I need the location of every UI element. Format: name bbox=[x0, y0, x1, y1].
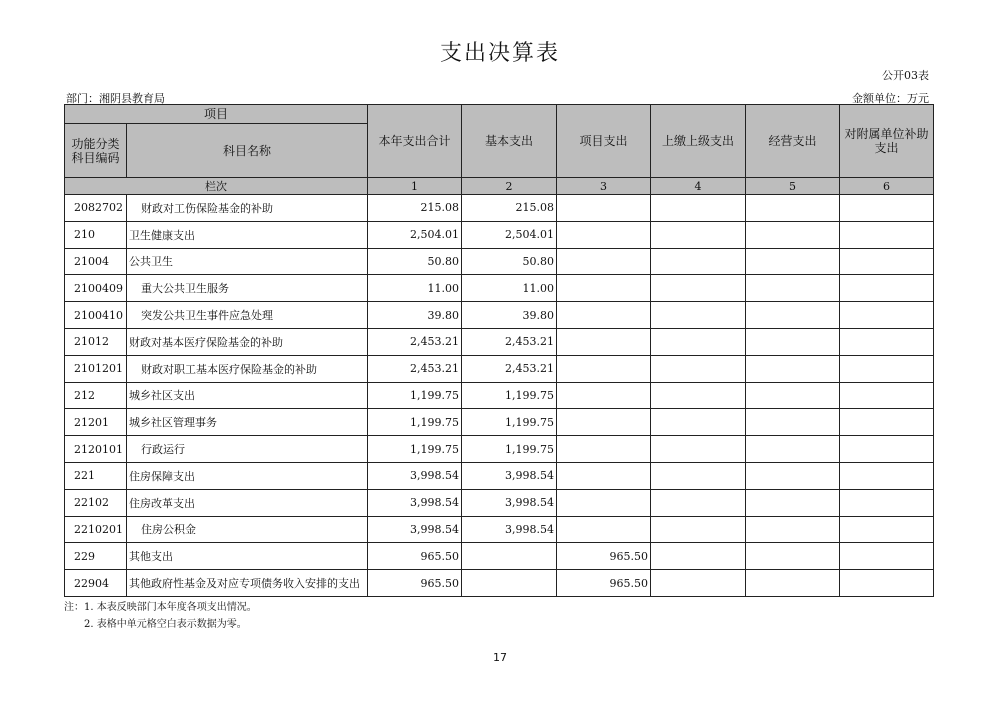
subject-name-cell: 财政对职工基本医疗保险基金的补助 bbox=[127, 355, 368, 382]
table-row bbox=[65, 543, 934, 570]
table-row bbox=[65, 275, 934, 302]
basic-cell: 2,504.01 bbox=[462, 221, 557, 248]
basic-cell: 215.08 bbox=[462, 195, 557, 222]
subsidy-cell bbox=[840, 382, 934, 409]
business-cell bbox=[746, 436, 840, 463]
subject-name-cell: 财政对工伤保险基金的补助 bbox=[127, 195, 368, 222]
subsidy-cell bbox=[840, 570, 934, 597]
col-project-header: 项目支出 bbox=[557, 105, 651, 178]
business-cell bbox=[746, 409, 840, 436]
business-cell bbox=[746, 516, 840, 543]
business-cell bbox=[746, 195, 840, 222]
subject-name-cell: 其他支出 bbox=[127, 543, 368, 570]
upper-cell bbox=[651, 328, 746, 355]
code-cell: 221 bbox=[65, 462, 127, 489]
project-cell bbox=[557, 516, 651, 543]
col-index: 2 bbox=[462, 178, 557, 195]
basic-cell: 1,199.75 bbox=[462, 382, 557, 409]
lanci-header: 栏次 bbox=[65, 178, 368, 195]
upper-cell bbox=[651, 570, 746, 597]
table-row bbox=[65, 382, 934, 409]
code-cell: 2100409 bbox=[65, 275, 127, 302]
table-row bbox=[65, 221, 934, 248]
subject-name-cell: 城乡社区支出 bbox=[127, 382, 368, 409]
basic-cell: 3,998.54 bbox=[462, 462, 557, 489]
subsidy-cell bbox=[840, 543, 934, 570]
upper-cell bbox=[651, 436, 746, 463]
total-cell: 965.50 bbox=[368, 543, 462, 570]
total-cell: 1,199.75 bbox=[368, 409, 462, 436]
upper-cell bbox=[651, 543, 746, 570]
business-cell bbox=[746, 462, 840, 489]
code-cell: 2120101 bbox=[65, 436, 127, 463]
upper-cell bbox=[651, 355, 746, 382]
subsidy-cell bbox=[840, 516, 934, 543]
business-cell bbox=[746, 302, 840, 329]
subsidy-cell bbox=[840, 409, 934, 436]
table-row bbox=[65, 328, 934, 355]
subject-name-cell: 重大公共卫生服务 bbox=[127, 275, 368, 302]
total-cell: 2,453.21 bbox=[368, 328, 462, 355]
subsidy-cell bbox=[840, 355, 934, 382]
total-cell: 39.80 bbox=[368, 302, 462, 329]
code-cell: 21012 bbox=[65, 328, 127, 355]
note-1: 注：1. 本表反映部门本年度各项支出情况。 bbox=[64, 602, 257, 613]
total-cell: 11.00 bbox=[368, 275, 462, 302]
project-cell bbox=[557, 355, 651, 382]
expenditure-table bbox=[64, 104, 934, 597]
basic-cell: 50.80 bbox=[462, 248, 557, 275]
subject-name-cell: 住房公积金 bbox=[127, 516, 368, 543]
table-row bbox=[65, 355, 934, 382]
upper-cell bbox=[651, 248, 746, 275]
subject-name-cell: 城乡社区管理事务 bbox=[127, 409, 368, 436]
subject-name-cell: 住房保障支出 bbox=[127, 462, 368, 489]
subsidy-cell bbox=[840, 195, 934, 222]
department-label: 部门：湘阴县教育局 bbox=[66, 92, 165, 105]
table-row bbox=[65, 489, 934, 516]
project-cell: 965.50 bbox=[557, 543, 651, 570]
project-cell bbox=[557, 248, 651, 275]
upper-cell bbox=[651, 195, 746, 222]
subject-name-cell: 其他政府性基金及对应专项债务收入安排的支出 bbox=[127, 570, 368, 597]
upper-cell bbox=[651, 409, 746, 436]
business-cell bbox=[746, 543, 840, 570]
subject-name-cell: 突发公共卫生事件应急处理 bbox=[127, 302, 368, 329]
subject-name-cell: 住房改革支出 bbox=[127, 489, 368, 516]
table-row bbox=[65, 195, 934, 222]
table-row bbox=[65, 248, 934, 275]
code-cell: 2101201 bbox=[65, 355, 127, 382]
upper-cell bbox=[651, 221, 746, 248]
project-cell bbox=[557, 195, 651, 222]
col-index: 6 bbox=[840, 178, 934, 195]
subsidy-cell bbox=[840, 436, 934, 463]
code-cell: 210 bbox=[65, 221, 127, 248]
subsidy-cell bbox=[840, 275, 934, 302]
col-index: 5 bbox=[746, 178, 840, 195]
total-cell: 1,199.75 bbox=[368, 436, 462, 463]
basic-cell: 3,998.54 bbox=[462, 516, 557, 543]
project-cell bbox=[557, 302, 651, 329]
table-row bbox=[65, 516, 934, 543]
subsidy-cell bbox=[840, 221, 934, 248]
business-cell bbox=[746, 248, 840, 275]
total-cell: 3,998.54 bbox=[368, 516, 462, 543]
table-row bbox=[65, 436, 934, 463]
business-cell bbox=[746, 328, 840, 355]
col-basic-header: 基本支出 bbox=[462, 105, 557, 178]
page-number: 17 bbox=[493, 651, 507, 664]
business-cell bbox=[746, 570, 840, 597]
form-number: 公开03表 bbox=[882, 69, 929, 82]
table-row bbox=[65, 570, 934, 597]
subject-name-header: 科目名称 bbox=[127, 124, 368, 178]
business-cell bbox=[746, 382, 840, 409]
total-cell: 2,504.01 bbox=[368, 221, 462, 248]
project-header: 项目 bbox=[65, 105, 368, 124]
upper-cell bbox=[651, 382, 746, 409]
col-upper-header: 上缴上级支出 bbox=[651, 105, 746, 178]
upper-cell bbox=[651, 302, 746, 329]
col-index: 1 bbox=[368, 178, 462, 195]
code-cell: 22904 bbox=[65, 570, 127, 597]
col-total-header: 本年支出合计 bbox=[368, 105, 462, 178]
business-cell bbox=[746, 221, 840, 248]
page-title: 支出决算表 bbox=[439, 41, 560, 66]
col-business-header: 经营支出 bbox=[746, 105, 840, 178]
upper-cell bbox=[651, 516, 746, 543]
total-cell: 965.50 bbox=[368, 570, 462, 597]
basic-cell: 1,199.75 bbox=[462, 409, 557, 436]
subject-name-cell: 行政运行 bbox=[127, 436, 368, 463]
code-cell: 212 bbox=[65, 382, 127, 409]
basic-cell: 1,199.75 bbox=[462, 436, 557, 463]
project-cell bbox=[557, 462, 651, 489]
subsidy-cell bbox=[840, 328, 934, 355]
basic-cell: 11.00 bbox=[462, 275, 557, 302]
total-cell: 1,199.75 bbox=[368, 382, 462, 409]
subject-name-cell: 财政对基本医疗保险基金的补助 bbox=[127, 328, 368, 355]
upper-cell bbox=[651, 275, 746, 302]
project-cell: 965.50 bbox=[557, 570, 651, 597]
basic-cell: 2,453.21 bbox=[462, 355, 557, 382]
total-cell: 215.08 bbox=[368, 195, 462, 222]
total-cell: 3,998.54 bbox=[368, 489, 462, 516]
code-cell: 2100410 bbox=[65, 302, 127, 329]
project-cell bbox=[557, 382, 651, 409]
project-cell bbox=[557, 221, 651, 248]
table-row bbox=[65, 462, 934, 489]
project-cell bbox=[557, 409, 651, 436]
code-cell: 2082702 bbox=[65, 195, 127, 222]
note-2: 2. 表格中单元格空白表示数据为零。 bbox=[84, 619, 247, 630]
col-index: 4 bbox=[651, 178, 746, 195]
amount-unit-label: 金额单位：万元 bbox=[852, 92, 929, 105]
basic-cell: 2,453.21 bbox=[462, 328, 557, 355]
total-cell: 50.80 bbox=[368, 248, 462, 275]
project-cell bbox=[557, 489, 651, 516]
total-cell: 3,998.54 bbox=[368, 462, 462, 489]
project-cell bbox=[557, 436, 651, 463]
subject-name-cell: 卫生健康支出 bbox=[127, 221, 368, 248]
basic-cell: 3,998.54 bbox=[462, 489, 557, 516]
code-cell: 229 bbox=[65, 543, 127, 570]
upper-cell bbox=[651, 462, 746, 489]
table-body bbox=[65, 195, 934, 597]
basic-cell: 39.80 bbox=[462, 302, 557, 329]
subject-name-cell: 公共卫生 bbox=[127, 248, 368, 275]
table-row bbox=[65, 302, 934, 329]
basic-cell bbox=[462, 570, 557, 597]
project-cell bbox=[557, 328, 651, 355]
subsidy-cell bbox=[840, 489, 934, 516]
basic-cell bbox=[462, 543, 557, 570]
col-subsidy-header: 对附属单位补助支出 bbox=[840, 105, 934, 178]
code-cell: 21004 bbox=[65, 248, 127, 275]
subsidy-cell bbox=[840, 248, 934, 275]
notes bbox=[64, 599, 257, 633]
code-cell: 2210201 bbox=[65, 516, 127, 543]
code-cell: 22102 bbox=[65, 489, 127, 516]
subsidy-cell bbox=[840, 462, 934, 489]
business-cell bbox=[746, 489, 840, 516]
func-code-header: 功能分类科目编码 bbox=[65, 124, 127, 178]
subsidy-cell bbox=[840, 302, 934, 329]
total-cell: 2,453.21 bbox=[368, 355, 462, 382]
project-cell bbox=[557, 275, 651, 302]
col-index: 3 bbox=[557, 178, 651, 195]
business-cell bbox=[746, 275, 840, 302]
business-cell bbox=[746, 355, 840, 382]
table-row bbox=[65, 409, 934, 436]
code-cell: 21201 bbox=[65, 409, 127, 436]
upper-cell bbox=[651, 489, 746, 516]
